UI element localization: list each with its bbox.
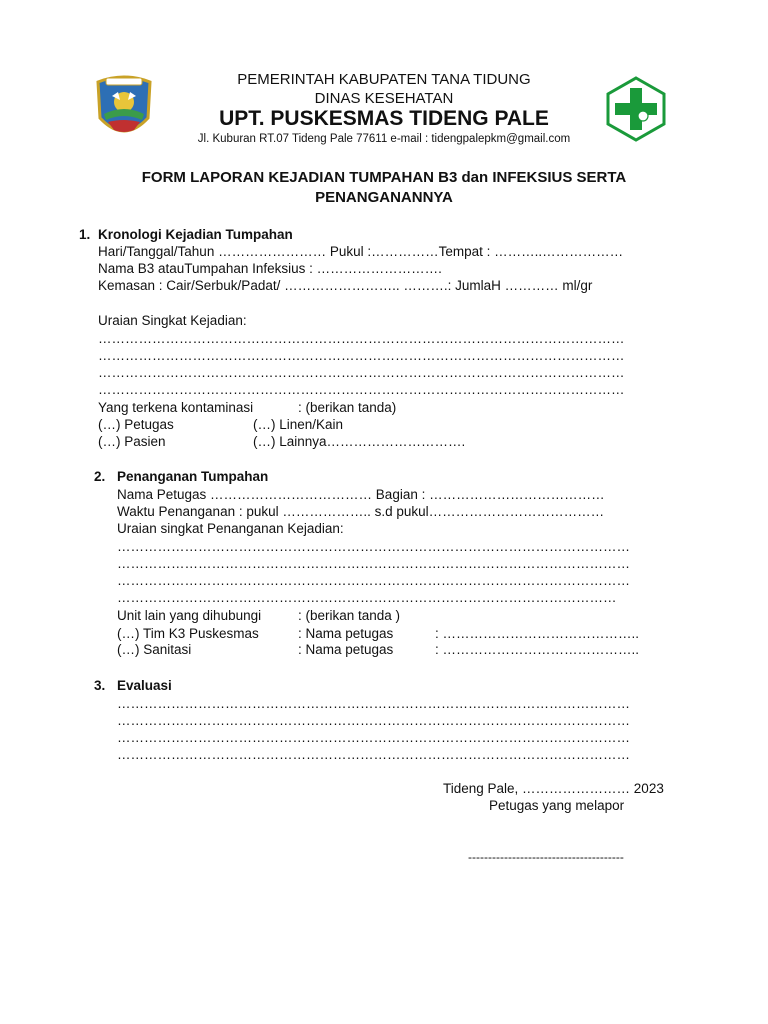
section2-handling-time: Waktu Penanganan : pukul ……………….. s.d pukul………………………………… — [117, 504, 605, 519]
section3-number: 3. — [94, 678, 106, 693]
signature-place-date: Tideng Pale, …………………… 2023 — [443, 781, 664, 796]
section1-uraian-label: Uraian Singkat Kejadian: — [98, 313, 247, 328]
section3-dotline: …………………………………………………………………………………………………… — [117, 696, 630, 711]
option-tim-k3: (…) Tim K3 Puskesmas — [117, 626, 259, 641]
option-tim-k3-value: : …………………………………….. — [435, 626, 640, 641]
unit-label: Unit lain yang dihubungi — [117, 608, 262, 623]
section1-dotline: ……………………………………………………………………………………………………… — [98, 331, 625, 346]
option-sanitasi: (…) Sanitasi — [117, 642, 192, 657]
header-government: PEMERINTAH KABUPATEN TANA TIDUNG — [237, 71, 531, 88]
kontaminasi-note: : (berikan tanda) — [298, 400, 397, 415]
section3-dotline: …………………………………………………………………………………………………… — [117, 713, 630, 728]
section1-heading: Kronologi Kejadian Tumpahan — [98, 227, 293, 242]
section2-heading: Penanganan Tumpahan — [117, 469, 269, 484]
kontaminasi-label: Yang terkena kontaminasi — [98, 400, 254, 415]
right-logo — [603, 76, 669, 142]
form-title-line1: FORM LAPORAN KEJADIAN TUMPAHAN B3 dan INFEKSIUS SERTA — [141, 169, 627, 186]
option-petugas: (…) Petugas — [98, 417, 174, 432]
section3-heading: Evaluasi — [117, 678, 172, 693]
signature-line: --------------------------------------- — [468, 850, 624, 864]
section1-b3-name: Nama B3 atauTumpahan Infeksius : ………………………. — [98, 261, 442, 276]
section2-dotline: …………………………………………………………………………………………………… — [117, 556, 630, 571]
option-pasien: (…) Pasien — [98, 434, 166, 449]
header-title: UPT. PUSKESMAS TIDENG PALE — [219, 107, 549, 130]
option-sanitasi-field: : Nama petugas — [298, 642, 394, 657]
option-tim-k3-field: : Nama petugas — [298, 626, 394, 641]
header-address: Jl. Kuburan RT.07 Tideng Pale 77611 e-mail : tidengpalepkm@gmail.com — [197, 133, 571, 145]
section2-number: 2. — [94, 469, 106, 484]
section2-dotline: ………………………………………………………………………………………………… — [117, 590, 617, 605]
section2-officer-name: Nama Petugas ……………………………… Bagian : ………………………………… — [117, 487, 605, 502]
header-department: DINAS KESEHATAN — [314, 90, 454, 107]
section1-date-time-place: Hari/Tanggal/Tahun …………………… Pukul :……………Tempat : ………..……………… — [98, 244, 624, 259]
option-sanitasi-value: : …………………………………….. — [435, 642, 640, 657]
puskesmas-logo-icon — [603, 76, 669, 142]
section1-dotline: ……………………………………………………………………………………………………… — [98, 348, 625, 363]
section3-dotline: …………………………………………………………………………………………………… — [117, 747, 630, 762]
section1-packaging: Kemasan : Cair/Serbuk/Padat/ …………………….. ……….: JumlaH ………… ml/gr — [98, 278, 593, 293]
unit-note: : (berikan tanda ) — [298, 608, 401, 623]
section2-uraian-label: Uraian singkat Penanganan Kejadian: — [117, 521, 344, 536]
section3-dotline: …………………………………………………………………………………………………… — [117, 730, 630, 745]
form-title-line2: PENANGANANNYA — [315, 189, 453, 206]
section1-dotline: ……………………………………………………………………………………………………… — [98, 382, 625, 397]
section2-dotline: …………………………………………………………………………………………………… — [117, 539, 630, 554]
option-linen: (…) Linen/Kain — [253, 417, 344, 432]
option-lainnya: (…) Lainnya…………………………. — [253, 434, 466, 449]
section2-dotline: …………………………………………………………………………………………………… — [117, 573, 630, 588]
section1-number: 1. — [79, 227, 91, 242]
signature-role: Petugas yang melapor — [489, 798, 625, 813]
section1-dotline: ……………………………………………………………………………………………………… — [98, 365, 625, 380]
